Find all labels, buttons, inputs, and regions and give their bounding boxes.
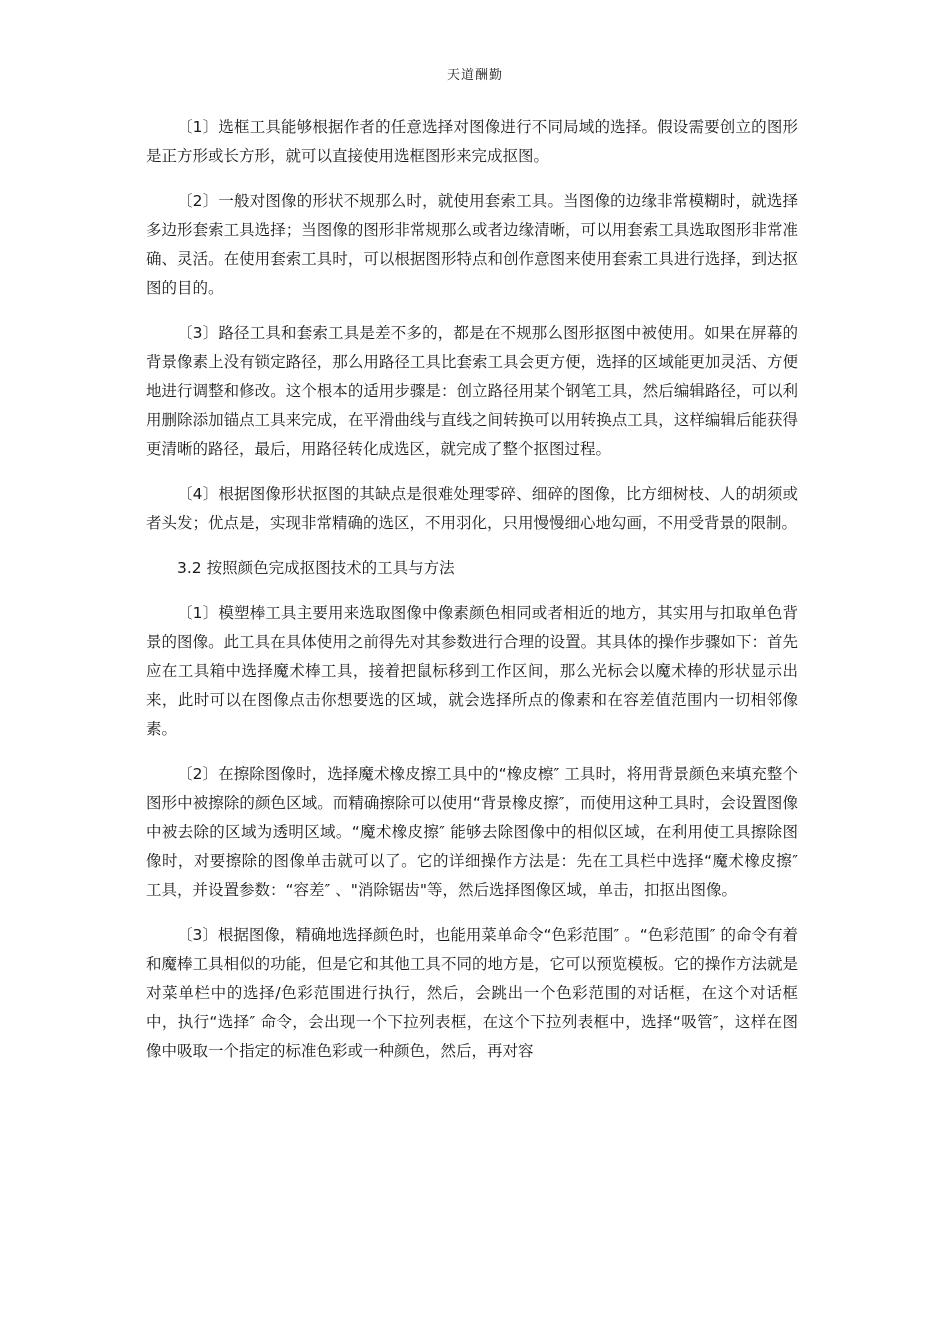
paragraph-b3: 〔3〕根据图像，精确地选择颜色时，也能用菜单命令“色彩范围″ 。“色彩范围″ 的命令有着和魔棒工具相似的功能，但是它和其他工具不同的地方是，它可以预览模板。它的操作方法就是对菜单栏中的选择/色彩范围进行执行，然后，会跳出一个色彩范围的对话框，在这个对话框中，执行“选择″ 命令，会出现一个下拉列表框，在这个下拉列表框中，选择“吸管″，这样在图像中吸取一个指定的标准色彩或一种颜色，然后，再对容 [146,926,798,1060]
paragraph-b1: 〔1〕模塑棒工具主要用来选取图像中像素颜色相同或者相近的地方，其实用与扣取单色背景的图像。此工具在具体使用之前得先对其参数进行合理的设置。其具体的操作步骤如下：首先应在工具箱中选择魔术棒工具，接着把鼠标移到工作区间，那么光标会以魔术棒的形状显示出来，此时可以在图像点击你想要选的区域，就会选择所点的像素和在容差值范围内一切相邻像素。 [146,604,798,738]
paragraph-b2: 〔2〕在擦除图像时，选择魔术橡皮擦工具中的“橡皮檫″ 工具时，将用背景颜色来填充整个图形中被擦除的颜色区域。而精确擦除可以使用“背景橡皮擦″，而使用这种工具时，会设置图像中被去除的区域为透明区域。“魔术橡皮擦″ 能够去除图像中的相似区域，在利用使工具擦除图像时，对要擦除的图像单击就可以了。它的详细操作方法是：先在工具栏中选择“魔术橡皮擦″ 工具，并设置参数：“容差″ 、"消除锯齿"等，然后选择图像区域，单击，扣抠出图像。 [146,765,798,899]
document-body [146,113,798,1082]
paragraph-a4: 〔4〕根据图像形状抠图的其缺点是很难处理零碎、细碎的图像，比方细树枝、人的胡须或者头发；优点是，实现非常精确的选区，不用羽化，只用慢慢细心地勾画，不用受背景的限制。 [146,485,798,532]
paragraph-a1: 〔1〕选框工具能够根据作者的任意选择对图像进行不同局域的选择。假设需要创立的图形是正方形或长方形，就可以直接使用选框图形来完成抠图。 [146,118,798,165]
section-heading: 3.2 按照颜色完成抠图技术的工具与方法 [177,559,455,577]
page-header: 天道酬勤 [446,68,503,83]
paragraph-a2: 〔2〕一般对图像的形状不规那么时，就使用套索工具。当图像的边缘非常模糊时，就选择多边形套索工具选择；当图像的图形非常规那么或者边缘清晰，可以用套索工具选取图形非常准确、灵活。在使用套索工具时，可以根据图形特点和创作意图来使用套索工具进行选择，到达抠图的目的。 [146,192,798,297]
paragraph-a3: 〔3〕路径工具和套索工具是差不多的，都是在不规那么图形抠图中被使用。如果在屏幕的背景像素上没有锁定路径，那么用路径工具比套索工具会更方便，选择的区域能更加灵活、方便地进行调整和修改。这个根本的适用步骤是：创立路径用某个钢笔工具，然后编辑路径，可以利用删除添加锚点工具来完成，在平滑曲线与直线之间转换可以用转换点工具，这样编辑后能获得更清晰的路径，最后，用路径转化成选区，就完成了整个抠图过程。 [146,324,798,458]
